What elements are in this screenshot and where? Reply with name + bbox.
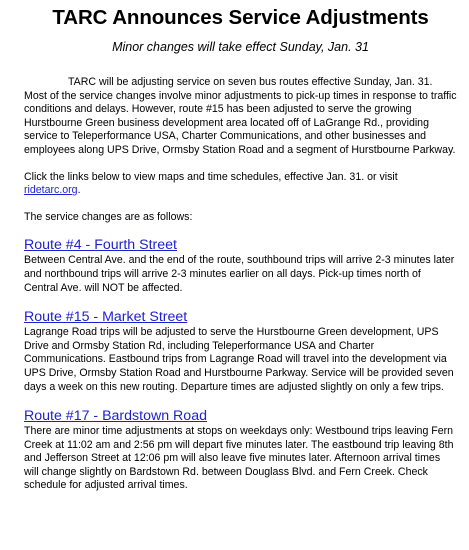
route-15-link[interactable]: Route #15 - Market Street	[24, 309, 188, 326]
links-text: Click the links below to view maps and time schedules, effective Jan. 31. or visit	[24, 170, 398, 183]
route-section-17	[24, 407, 457, 493]
route-section-15	[24, 308, 457, 394]
links-paragraph	[24, 171, 457, 198]
route-17-description: There are minor time adjustments at stops on weekdays only: Westbound trips leaving Fern Creek at 11:02 am and 2:56 pm will depart five minutes later. The eastbound trip leaving 8th and Jefferson Street at 12:06 pm will also leave five minutes later. Afternoon arrival times will change slightly on Bardstown Rd. between Douglass Blvd. and Fern Creek. Check schedule for adjusted arrival times.	[24, 425, 454, 492]
ridetarc-link[interactable]: ridetarc.org	[24, 184, 78, 197]
intro-paragraph: TARC will be adjusting service on seven bus routes effective Sunday, Jan. 31. Most of the service changes involve minor adjustments to pick-up times in response to traffic conditions and delays. However, route #15 has been adjusted to serve the growing Hurstbourne Green business development area located off of LaGrange Rd., providing service to Teleperformance USA, Charter Communications, and other businesses and employees along UPS Drive, Ormsby Station Road and a segment of Hurstbourne Parkway.	[24, 76, 457, 156]
route-17-link[interactable]: Route #17 - Bardstown Road	[24, 408, 207, 425]
route-4-link[interactable]: Route #4 - Fourth Street	[24, 237, 177, 254]
route-4-description: Between Central Ave. and the end of the route, southbound trips will arrive 2-3 minutes later and northbound trips will arrive 2-3 minutes earlier on all days. Pick-up times north of Central Ave. will NOT be affected.	[24, 254, 455, 294]
links-end: .	[77, 184, 81, 197]
page-title: TARC Announces Service Adjustments	[52, 6, 429, 29]
page-subtitle: Minor changes will take effect Sunday, Jan. 31	[112, 40, 369, 54]
route-15-description: Lagrange Road trips will be adjusted to serve the Hurstbourne Green development, UPS Drive and Ormsby Station Rd, including Teleperformance USA and Charter Communications. Eastbound trips from Lagrange Road will travel into the development via UPS Drive, Ormsby Station Road and Hurstbourne Parkway. Service will be provided seven days a week on this new routing. Departure times are adjusted slightly on only a few trips.	[24, 326, 454, 393]
changes-intro: The service changes are as follows:	[24, 210, 193, 223]
route-section-4	[24, 236, 457, 295]
